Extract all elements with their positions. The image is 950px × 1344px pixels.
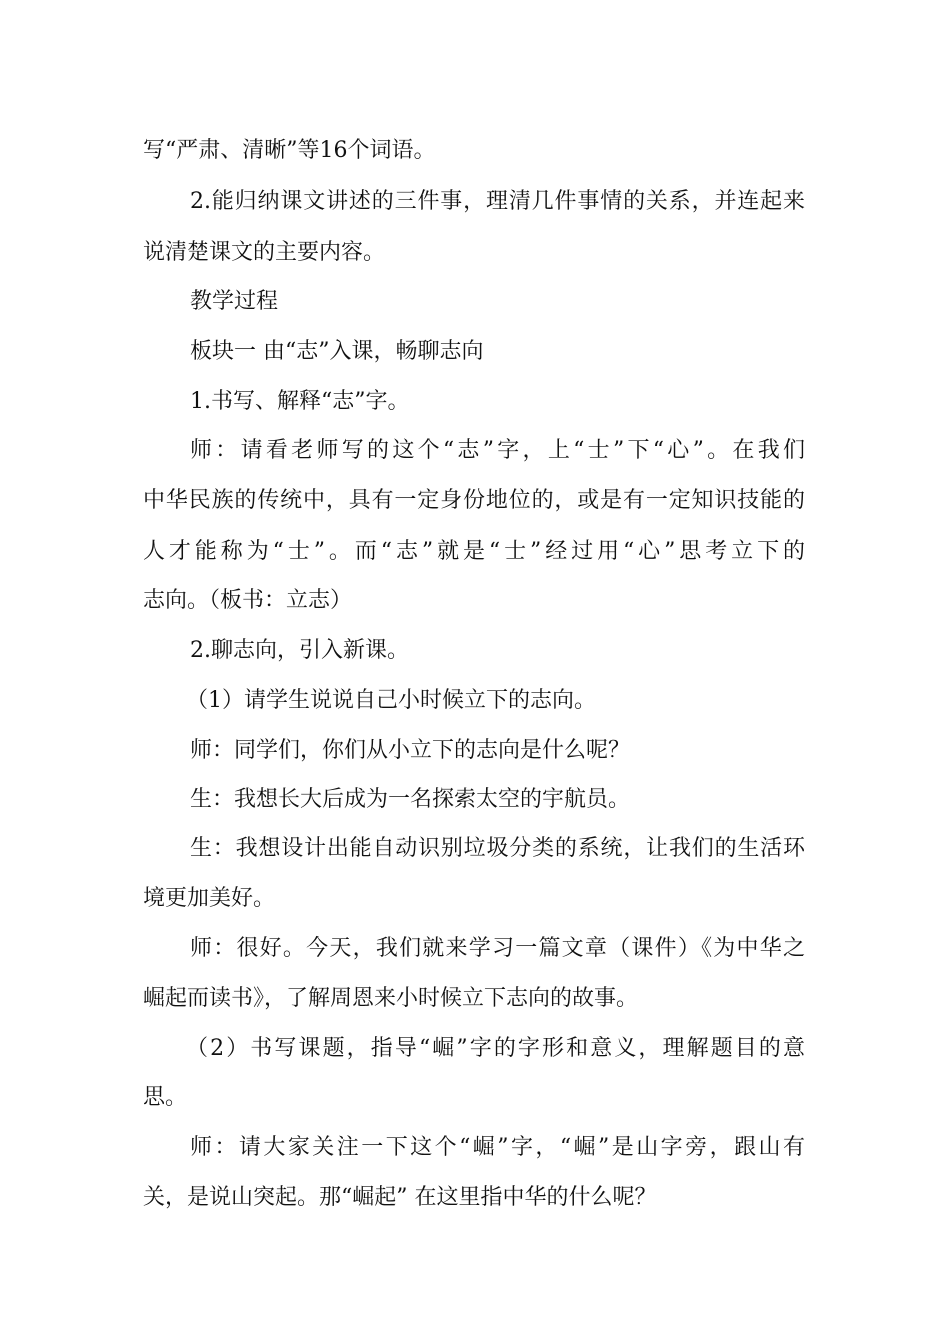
text-line: 关，是说山突起。那“崛起” 在这里指中华的什么呢？: [143, 1185, 657, 1210]
text-line: （1）请学生说说自己小时候立下的志向。: [186, 688, 596, 713]
text-line: 师：同学们，你们从小立下的志向是什么呢？: [190, 738, 631, 763]
text-line: 师：请大家关注一下这个“崛”字，“崛”是山字旁，跟山有: [190, 1135, 805, 1160]
text-line: 1.书写、解释“志”字。: [190, 389, 410, 414]
text-line: 写“严肃、清晰”等16个词语。: [143, 138, 436, 163]
section-heading: 板块一 由“志”入课，畅聊志向: [190, 339, 484, 364]
text-line: 境更加美好。: [143, 886, 276, 911]
text-line: 崛起而读书》，了解周恩来小时候立下志向的故事。: [143, 986, 639, 1011]
section-heading: 教学过程: [190, 289, 279, 314]
text-line: 中华民族的传统中，具有一定身份地位的，或是有一定知识技能的: [143, 488, 805, 513]
text-line: 生：我想长大后成为一名探索太空的宇航员。: [190, 787, 631, 812]
text-line: （2）书写课题，指导“崛”字的字形和意义，理解题目的意: [186, 1036, 805, 1061]
text-line: 师：请看老师写的这个“志”字，上“士”下“心”。在我们: [190, 438, 805, 463]
text-line: 人才能称为“士”。而“志”就是“士”经过用“心”思考立下的: [143, 539, 805, 564]
text-line: 说清楚课文的主要内容。: [143, 240, 386, 265]
text-line: 师：很好。今天，我们就来学习一篇文章（课件）《为中华之: [190, 936, 805, 961]
text-line: 生：我想设计出能自动识别垃圾分类的系统，让我们的生活环: [190, 836, 805, 861]
text-line: 思。: [143, 1085, 188, 1110]
text-line: 志向。（板书：立志）: [143, 588, 353, 613]
text-line: 2.能归纳课文讲述的三件事，理清几件事情的关系，并连起来: [190, 189, 805, 214]
text-line: 2.聊志向，引入新课。: [190, 638, 409, 663]
